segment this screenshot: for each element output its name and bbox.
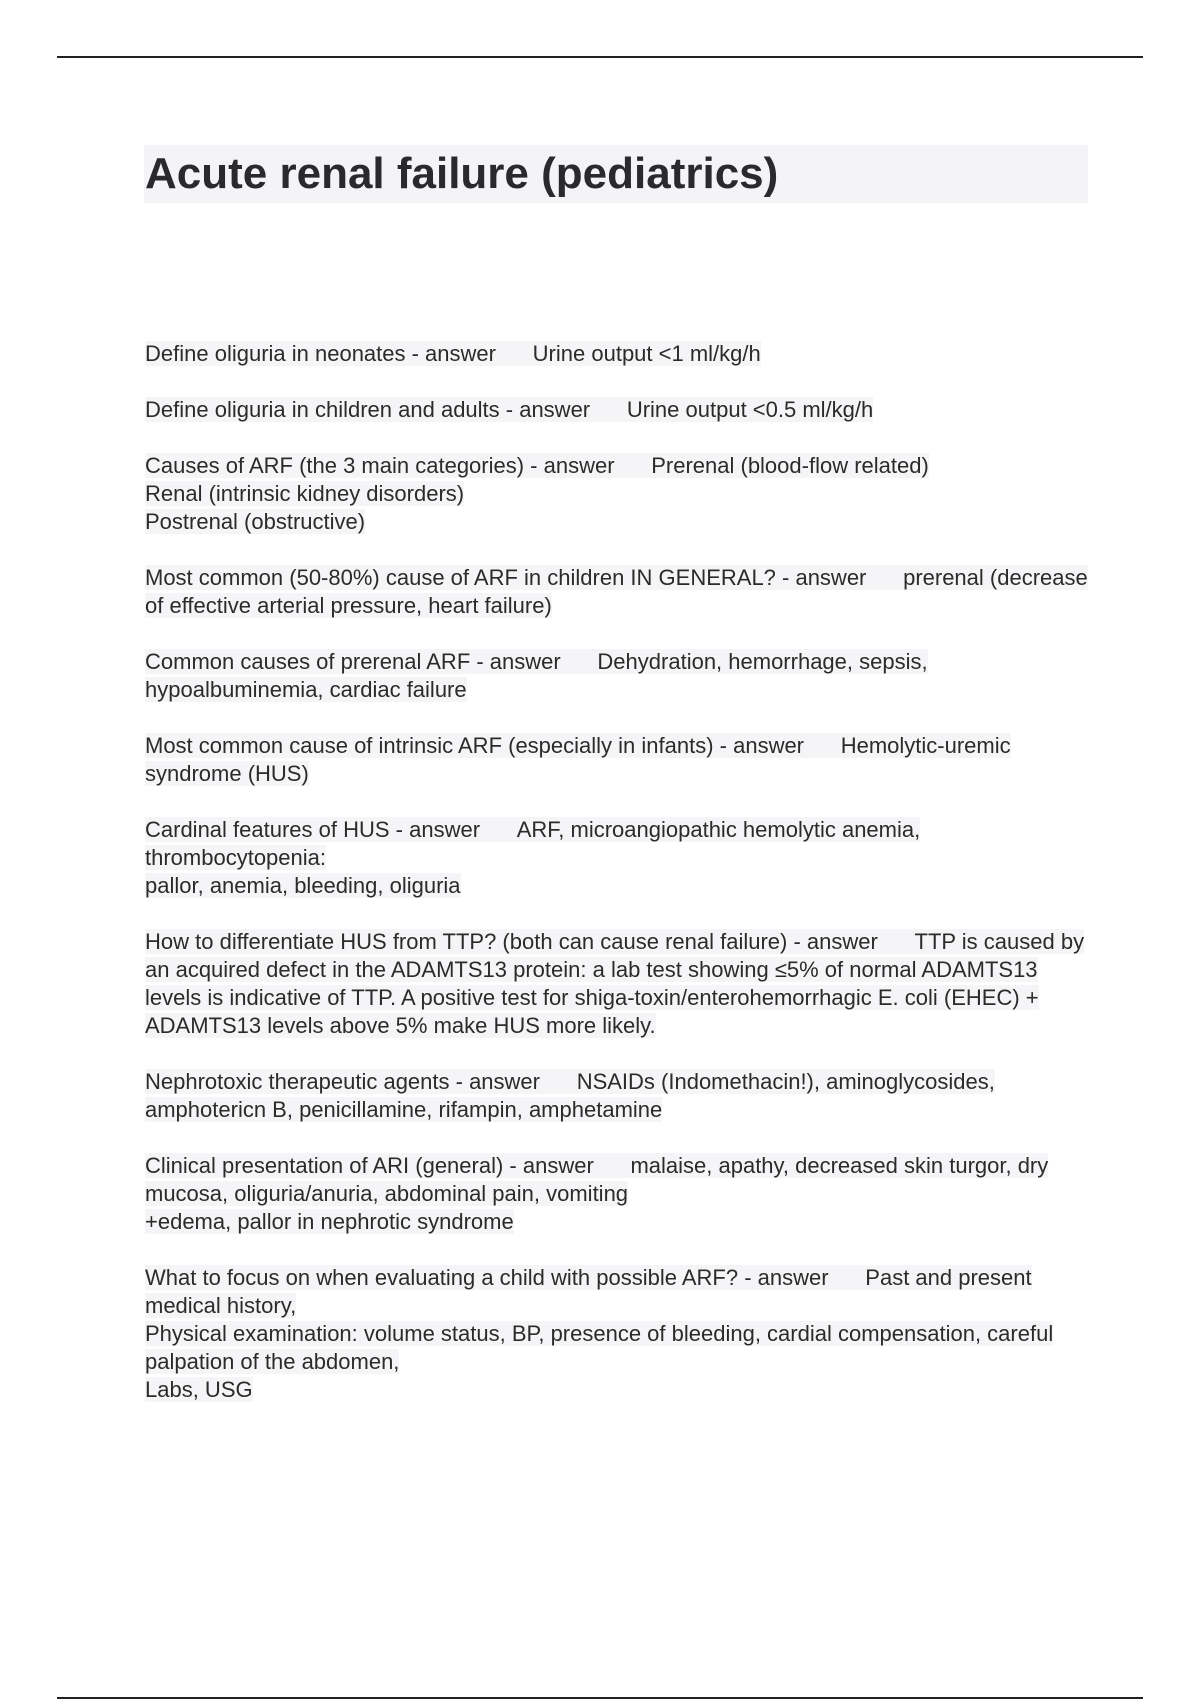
flashcard-answer: Dehydration, hemorrhage, sepsis, hypoalbuminemia, cardiac failure: [145, 649, 928, 702]
flashcard-answer: Urine output <1 ml/kg/h: [532, 341, 761, 366]
flashcard-item: [145, 732, 1090, 788]
flashcard-item: [145, 564, 1090, 620]
flashcard-answer: NSAIDs (Indomethacin!), aminoglycosides, amphotericn B, penicillamine, rifampin, amphetamine: [145, 1069, 995, 1122]
top-rule: [57, 56, 1143, 58]
flashcard-item: [145, 816, 1090, 900]
flashcard-question: Clinical presentation of ARI (general) - answer: [145, 1153, 594, 1178]
flashcard-question: How to differentiate HUS from TTP? (both can cause renal failure) - answer: [145, 929, 878, 954]
flashcard-question: Define oliguria in children and adults - answer: [145, 397, 591, 422]
flashcard-answer: prerenal (decrease of effective arterial pressure, heart failure): [145, 565, 1088, 618]
flashcard-item: [145, 340, 1090, 368]
flashcard-question: Nephrotoxic therapeutic agents - answer: [145, 1069, 540, 1094]
flashcard-question: What to focus on when evaluating a child with possible ARF? - answer: [145, 1265, 829, 1290]
flashcard-item: [145, 648, 1090, 704]
flashcard-answer: Past and present medical history, Physical examination: volume status, BP, presence of bleeding, cardial compensation, careful palpation of the abdomen, Labs, USG: [145, 1265, 1054, 1402]
flashcard-item: [145, 928, 1090, 1040]
flashcard-item: [145, 1068, 1090, 1124]
page-title: Acute renal failure (pediatrics): [145, 149, 779, 198]
flashcard-question: Most common (50-80%) cause of ARF in children IN GENERAL? - answer: [145, 565, 867, 590]
flashcard-item: [145, 1264, 1090, 1404]
flashcard-question: Causes of ARF (the 3 main categories) - answer: [145, 453, 615, 478]
flashcard-item: [145, 1152, 1090, 1236]
flashcard-item: [145, 396, 1090, 424]
flashcard-list: [145, 340, 1090, 1432]
flashcard-question: Define oliguria in neonates - answer: [145, 341, 496, 366]
flashcard-answer: TTP is caused by an acquired defect in the ADAMTS13 protein: a lab test showing ≤5% of normal ADAMTS13 levels is indicative of TTP. A positive test for shiga-toxin/enterohemorrhagic E. coli (EHEC) + ADAMTS13 levels above 5% make HUS more likely.: [145, 929, 1085, 1038]
flashcard-question: Common causes of prerenal ARF - answer: [145, 649, 561, 674]
flashcard-answer: ARF, microangiopathic hemolytic anemia, thrombocytopenia: pallor, anemia, bleeding, oliguria: [145, 817, 921, 898]
flashcard-question: Cardinal features of HUS - answer: [145, 817, 481, 842]
bottom-rule: [57, 1697, 1143, 1699]
flashcard-answer: malaise, apathy, decreased skin turgor, dry mucosa, oliguria/anuria, abdominal pain, vomiting +edema, pallor in nephrotic syndrome: [145, 1153, 1049, 1234]
flashcard-answer: Hemolytic-uremic syndrome (HUS): [145, 733, 1011, 786]
flashcard-answer: Prerenal (blood-flow related) Renal (intrinsic kidney disorders) Postrenal (obstructive): [145, 453, 929, 534]
flashcard-answer: Urine output <0.5 ml/kg/h: [626, 397, 874, 422]
flashcard-item: [145, 452, 1090, 536]
flashcard-question: Most common cause of intrinsic ARF (especially in infants) - answer: [145, 733, 805, 758]
